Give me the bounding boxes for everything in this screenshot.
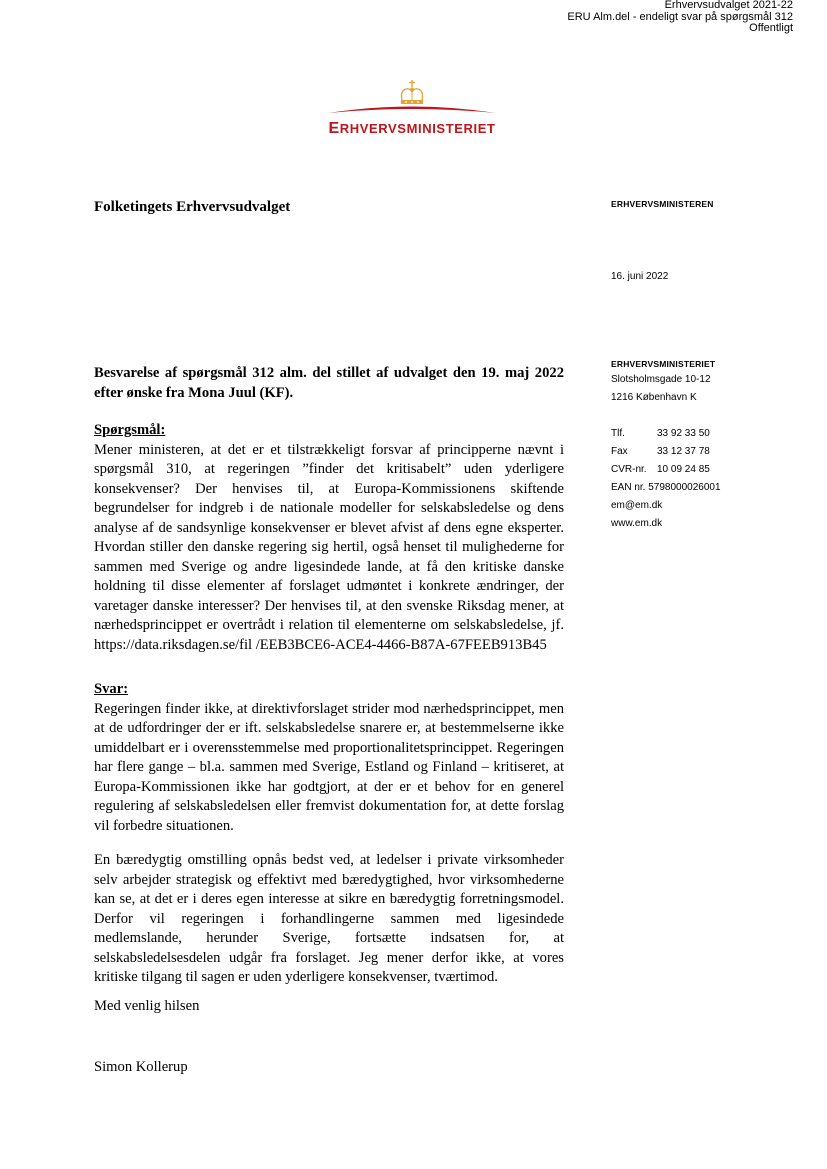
sender-title: ERHVERVSMINISTEREN: [611, 199, 714, 209]
contact-website-link[interactable]: www.em.dk: [611, 518, 663, 529]
recipient: Folketingets Erhvervsudvalget: [94, 199, 291, 215]
contact-fax: Fax 33 12 37 78: [611, 446, 710, 457]
contact-cvr: CVR-nr. 10 09 24 85: [611, 464, 710, 475]
address-city: 1216 København K: [611, 392, 697, 403]
answer-paragraph-2-wrapper: [94, 851, 564, 988]
question-heading: Spørgsmål:: [94, 422, 166, 438]
document-reference-header: [473, 0, 793, 35]
crown-icon: [326, 78, 498, 118]
ministry-logo-text: ERHVERVSMINISTERIET: [328, 120, 496, 137]
reference-question: ERU Alm.del - endeligt svar på spørgsmål 312: [567, 10, 793, 23]
ministry-logo: [326, 78, 498, 138]
address-street: Slotsholmsgade 10-12: [611, 374, 711, 385]
reference-status: Offentligt: [749, 22, 793, 34]
question-section: [94, 421, 564, 655]
answer-heading: Svar:: [94, 681, 129, 697]
reference-committee: Erhvervsudvalget 2021-22: [664, 0, 793, 11]
letter-date: 16. juni 2022: [611, 271, 669, 282]
answer-paragraph-2: En bæredygtig omstilling opnås bedst ved, at ledelser i private virksomheder selv arbejder strategisk og effektivt med bæredygtighed, hvor virksomhederne kan se, at det er i deres egen interesse at sikre en bæredygtig forretningsmodel. Derfor vil regeringen i forhandlingerne sammen med ligesindede medlemslande, herunder Sverige, fortsætte indsatsen for, at selskabsledelsesdelen udgår fra forslaget. Jeg mener derfor ikke, at vores kritiske tilgang til sagen er uden yderligere konsekvenser, tværtimod.: [94, 852, 564, 985]
contact-phone: Tlf. 33 92 33 50: [611, 428, 710, 439]
contact-ean: EAN nr. 5798000026001: [611, 482, 721, 493]
ministry-contact-block: [611, 357, 721, 533]
signature-name: Simon Kollerup: [94, 1059, 188, 1075]
letter-subject: Besvarelse af spørgsmål 312 alm. del stillet af udvalget den 19. maj 2022 efter ønske fra Mona Juul (KF).: [94, 365, 564, 401]
organization-name: ERHVERVSMINISTERIET: [611, 359, 716, 369]
answer-paragraph-1: Regeringen finder ikke, at direktivforslaget strider mod nærhedsprincippet, men at de udfordringer der er ift. selskabsledelse snarere er, at bestemmelserne ikke umiddelbart er i overensstemmelse med proportionalitetsprincippet. Regeringen har flere gange – bl.a. sammen med Sverige, Estland og Finland – kritiseret, at Europa-Kommissionen ikke har godtgjort, at der er et behov for en generel regulering af selskabsledelsen eller fremvist dokumentation for, at dette forslag vil forbedre situationen.: [94, 700, 564, 834]
answer-section: [94, 680, 564, 836]
closing-greeting: Med venlig hilsen: [94, 998, 200, 1014]
contact-email-link[interactable]: em@em.dk: [611, 500, 663, 511]
question-text: Mener ministeren, at det er et tilstrækkeligt forsvar af principperne nævnt i spørgsmål 310, at regeringen ”finder det kritisabelt” uden yderligere konsekvenser? Der henvises til, at Europa-Kommissionens skiftende begrundelser for indgreb i de nationale modeller for selskabsledelse og dens analyse af de sandsynlige konsekvenser er blevet afvist af dens egne eksperter. Hvordan stiller den danske regering sig hertil, også henset til mulighederne for sammen med Sverige og andre ligesindede lande, at få den kritiske danske holdning til disse elementer af forslaget udmøntet i konkrete ændringer, der varetager danske interesser? Der henvises til, at den svenske Riksdag mener, at nærhedsprincippet er overtrådt i relation til elementerne om selskabsledelse, jf. https://data.riksdagen.se/fil /EEB3BCE6-ACE4-4466-B87A-67FEEB913B45: [94, 441, 564, 653]
